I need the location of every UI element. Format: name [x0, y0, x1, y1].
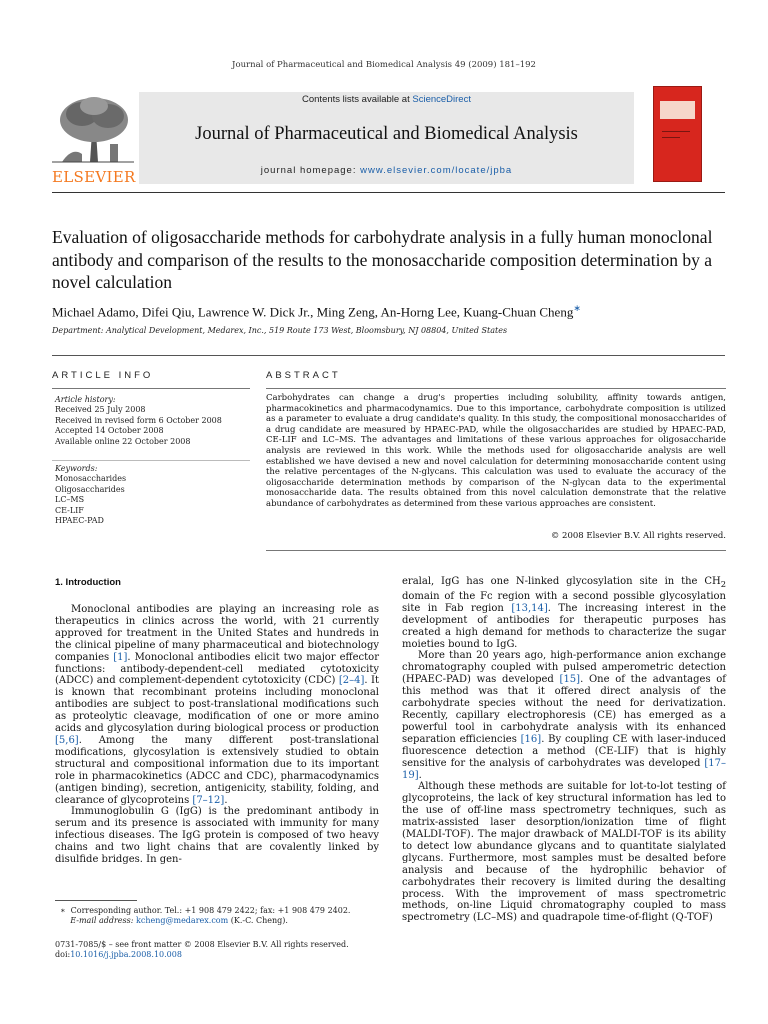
history-item: Accepted 14 October 2008: [55, 426, 164, 436]
paragraph: Monoclonal antibodies are playing an increasing role as therapeutics in clinics across the world, with 21 currently approved for treatment in the United States and hundreds in the clinical pipeline of many pharmaceutical and biotechnology companies [1]. Monoclonal antibodies elicit two major effector functions: antibody-dependent-cell mediated cytotoxicity (ADCC) and complement-dependent cytotoxicity (CDC) [2–4]. It is known that recombinant proteins including monoclonal antibodies are subject to post-translational modifications such as proteolytic cleavage, modification of one or more amino acids and glycosylation during biological process or production [5,6]. Among the many different post-translational modifications, glycosylation is extensively studied to obtain structural and compositional information due to its important role in pharmacokinetics (ADCC and CDC), pharmacodynamics (antigen binding), secretion, antigenicity, stability, folding, and clearance of glycoproteins [7–12].: [55, 604, 380, 806]
elsevier-logo: [52, 92, 134, 184]
journal-banner: [139, 92, 634, 184]
reference-link[interactable]: [16]: [520, 733, 542, 745]
abstract-copyright: © 2008 Elsevier B.V. All rights reserved.: [550, 531, 726, 541]
body-column-left: [55, 604, 379, 866]
front-matter-info: 0731-7085/$ – see front matter © 2008 Elsevier B.V. All rights reserved. doi:10.1016/j.jpba.2008.10.008: [55, 940, 349, 960]
corresponding-author-mark[interactable]: ∗: [573, 303, 581, 313]
homepage-link[interactable]: www.elsevier.com/locate/jpba: [360, 165, 513, 176]
history-item: Received 25 July 2008: [55, 405, 146, 415]
keyword-item: HPAEC-PAD: [55, 516, 104, 526]
reference-link[interactable]: [17–19]: [402, 757, 726, 781]
doi-link[interactable]: 10.1016/j.jpba.2008.10.008: [70, 950, 182, 960]
reference-link[interactable]: [5,6]: [55, 734, 79, 746]
elsevier-wordmark: ELSEVIER: [52, 168, 136, 186]
keyword-item: CE-LIF: [55, 505, 84, 515]
paragraph: Immunoglobulin G (IgG) is the predominant antibody in serum and its presence is associated with immunity for many infectious diseases. The IgG protein is composed of two heavy chains and two light chains that are covalently linked by disulfide bridges. In gen-: [55, 806, 379, 866]
affiliation-divider: [52, 355, 725, 356]
reference-link[interactable]: [7–12]: [192, 794, 225, 806]
journal-title: Journal of Pharmaceutical and Biomedical Analysis: [195, 124, 578, 144]
header-divider: [52, 192, 725, 193]
paragraph-continued: eralal, IgG has one N-linked glycosylation site in the $CH_2$ domain of the Fc region with a second possible glycosylation site in Fab region [13,14]. The increasing interest in the development of antibodies for therapeutic purposes has created a high demand for methods to characterize the sugar moieties bound to IgG.: [402, 576, 726, 650]
author-affiliation: Department: Analytical Development, Medarex, Inc., 519 Route 173 West, Bloomsbury, NJ 08804, United States: [52, 326, 508, 335]
author-email-link[interactable]: kcheng@medarex.com: [136, 916, 229, 926]
keywords: Keywords: Monosaccharides Oligosaccharides LC–MS CE-LIF HPAEC-PAD: [55, 464, 255, 526]
journal-homepage: journal homepage: www.elsevier.com/locate/jpba: [260, 165, 513, 176]
elsevier-tree-icon: [52, 92, 134, 164]
keyword-item: Oligosaccharides: [55, 484, 125, 494]
paragraph: Although these methods are suitable for lot-to-lot testing of glycoproteins, the lack of key structural information has led to the use of off-line mass spectrometry techniques, such as matrix-assisted laser desorption/ionization time of flight (MALDI-TOF). The major drawback of MALDI-TOF is its ability to detect low abundance glycans and to quantitate sialylated glycans. Furthermore, most samples must be desalted before analysis and because of the hydrophilic behavior of carbohydrates their recovery is limited during the desalting process. With the improvement of mass spectrometric methods, on-line Liquid chromatography coupled to mass spectrometry (LC–MS) and quadrapole time-of-flight (Q-TOF): [402, 781, 726, 924]
article-authors: Michael Adamo, Difei Qiu, Lawrence W. Dick Jr., Ming Zeng, An-Horng Lee, Kuang-Chuan Cheng∗: [52, 303, 581, 320]
keyword-item: Monosaccharides: [55, 474, 127, 484]
abstract-text: Carbohydrates can change a drug's properties including solubility, affinity towards antigen, pharmacokinetics and pharmacodynamics. Due to this importance, carbohydrate composition is utilized as a parameter to evaluate a drug candidate's quality. In this study, the compositional monosaccharides of a drug candidate are measured by HPAEC-PAD, while the oligosaccharides are studied by HPAEC-PAD, CE-LIF and LC–MS. The advantages and limitations of these various approaches for oligosaccharide analysis are reviewed in this work. While the methods used for oligosaccharide analysis are well established we have devised a new and novel calculation for determining monosaccharide content using the relative percentages of the N-glycans. This calculation was used to evaluate the accuracy of the oligosaccharide determination methods by comparison of the N-glycan data to the experimental monosaccharide data. The results obtained from this novel calculation demonstrate that the relative abundance of carbohydrates as determined from these various approaches are consistent.: [266, 393, 726, 509]
body-column-right: [402, 576, 726, 924]
reference-link[interactable]: [15]: [559, 674, 581, 686]
reference-link[interactable]: [1]: [113, 651, 128, 663]
keyword-item: LC–MS: [55, 495, 85, 505]
introduction-heading: 1. Introduction: [55, 577, 121, 588]
article-title: Evaluation of oligosaccharide methods for carbohydrate analysis in a fully human monoclonal antibody and comparison of the results to the monosaccharide composition determination by a novel calculation: [52, 227, 713, 292]
history-item: Received in revised form 6 October 2008: [55, 415, 222, 425]
history-item: Available online 22 October 2008: [55, 436, 191, 446]
reference-link[interactable]: [2–4]: [338, 675, 365, 687]
contents-line: Contents lists available at ScienceDirect: [302, 94, 471, 105]
abstract-heading: ABSTRACT: [266, 370, 341, 381]
paragraph: More than 20 years ago, high-performance anion exchange chromatography coupled with pulsed amperometric detection (HPAEC-PAD) was developed [15]. One of the advantages of this method was that it offered direct analysis of the carbohydrate species without the need for derivatization. Recently, capillary electrophoresis (CE) has emerged as a powerful tool in carbohydrate analysis with its enhanced separation efficiencies [16]. By coupling CE with laser-induced fluorescence detection a method (CE-LIF) that is highly sensitive for the analysis of carbohydrates was developed [17–19].: [402, 650, 727, 781]
journal-cover-image: [653, 86, 702, 182]
journal-citation: Journal of Pharmaceutical and Biomedical Analysis 49 (2009) 181–192: [232, 60, 536, 70]
footnote: ∗ Corresponding author. Tel.: +1 908 479 2422; fax: +1 908 479 2402. E-mail address: kcheng@medarex.com (K.-C. Cheng).: [60, 906, 351, 926]
article-info-heading: ARTICLE INFO: [52, 370, 154, 381]
sciencedirect-link[interactable]: ScienceDirect: [412, 94, 471, 105]
reference-link[interactable]: [13,14]: [511, 602, 548, 614]
article-history: Article history: Received 25 July 2008 Received in revised form 6 October 2008 Accepted 14 October 2008 Available online 22 October 2008: [55, 395, 255, 447]
